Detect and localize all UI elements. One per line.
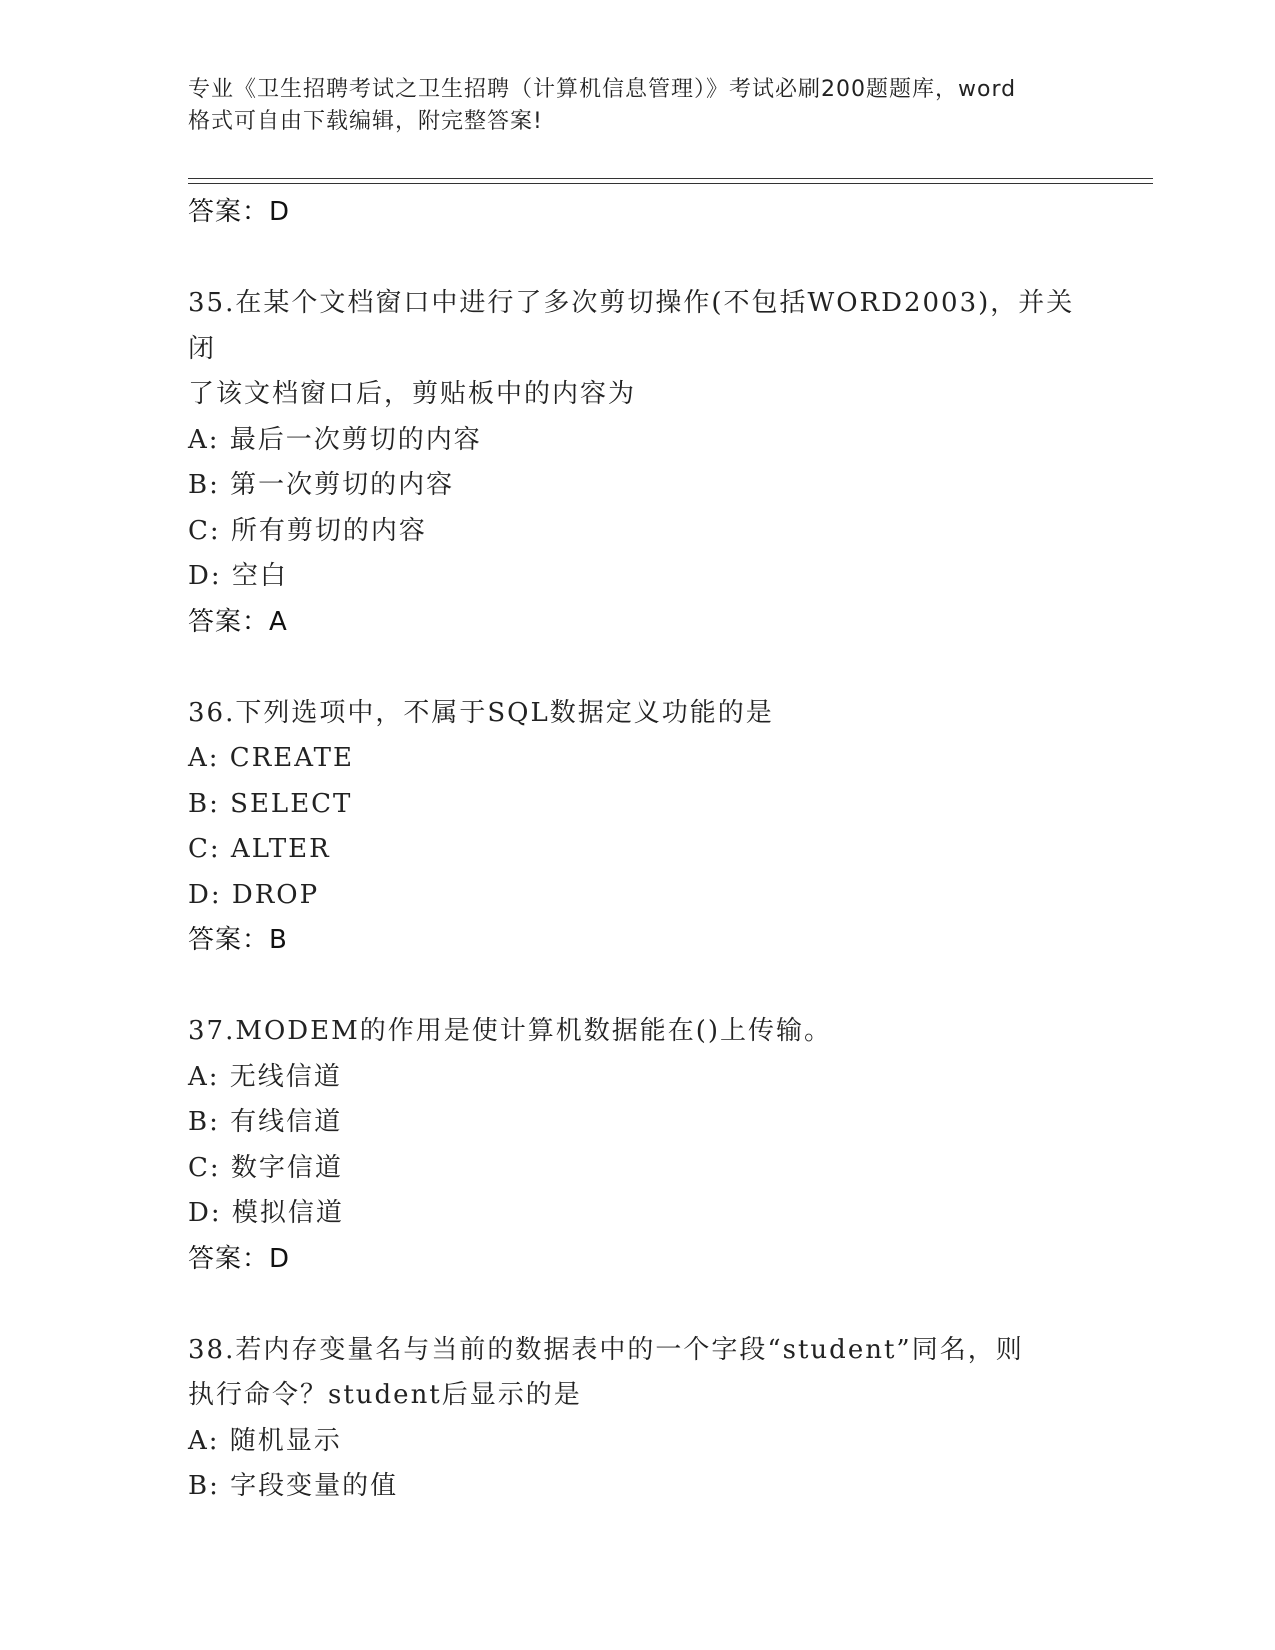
answer-line: 答案：B — [188, 925, 288, 955]
answer-line: 答案：D — [188, 1243, 291, 1274]
option-a: A: 无线信道 — [188, 1061, 342, 1092]
option-c: C: ALTER — [188, 834, 331, 864]
question-block — [188, 1009, 1088, 1282]
question-block — [188, 691, 1088, 964]
option-a: A: 最后一次剪切的内容 — [188, 424, 482, 455]
option-d: D: 模拟信道 — [188, 1198, 344, 1228]
option-b: B: SELECT — [188, 788, 353, 819]
spacer — [188, 1282, 1088, 1328]
question-block — [188, 1328, 1088, 1510]
question-stem-line: 了该文档窗口后，剪贴板中的内容为 — [188, 379, 637, 409]
option-c: C: 数字信道 — [188, 1152, 343, 1183]
option-c: C: 所有剪切的内容 — [188, 515, 427, 546]
question-list — [188, 190, 1088, 1510]
question-stem-line: 35.在某个文档窗口中进行了多次剪切操作(不包括WORD2003)，并关闭 — [188, 288, 1075, 364]
header-line-2: 格式可自由下载编辑，附完整答案! — [188, 109, 543, 134]
option-a: A: 随机显示 — [188, 1425, 342, 1456]
answer-line: 答案：A — [188, 606, 288, 637]
header-line-1: 专业《卫生招聘考试之卫生招聘（计算机信息管理）》考试必刷200题题库，word — [188, 77, 1017, 102]
question-stem-line: 执行命令？student后显示的是 — [188, 1380, 582, 1410]
question-stem-line: 37.MODEM的作用是使计算机数据能在()上传输。 — [188, 1016, 833, 1046]
spacer — [188, 964, 1088, 1010]
document-header — [188, 74, 1088, 138]
option-d: D: 空白 — [188, 561, 288, 591]
question-block — [188, 281, 1088, 645]
option-a: A: CREATE — [188, 743, 354, 773]
option-d: D: DROP — [188, 879, 320, 910]
answer-line: 答案：D — [188, 197, 291, 227]
header-divider-top — [188, 178, 1153, 179]
option-b: B: 字段变量的值 — [188, 1471, 399, 1501]
header-divider-bottom — [188, 183, 1153, 184]
question-stem-line: 38.若内存变量名与当前的数据表中的一个字段“student”同名，则 — [188, 1334, 1024, 1365]
option-b: B: 第一次剪切的内容 — [188, 470, 455, 500]
option-b: B: 有线信道 — [188, 1107, 343, 1137]
spacer — [188, 645, 1088, 691]
spacer — [188, 236, 1088, 282]
question-stem-line: 36.下列选项中，不属于SQL数据定义功能的是 — [188, 697, 774, 728]
